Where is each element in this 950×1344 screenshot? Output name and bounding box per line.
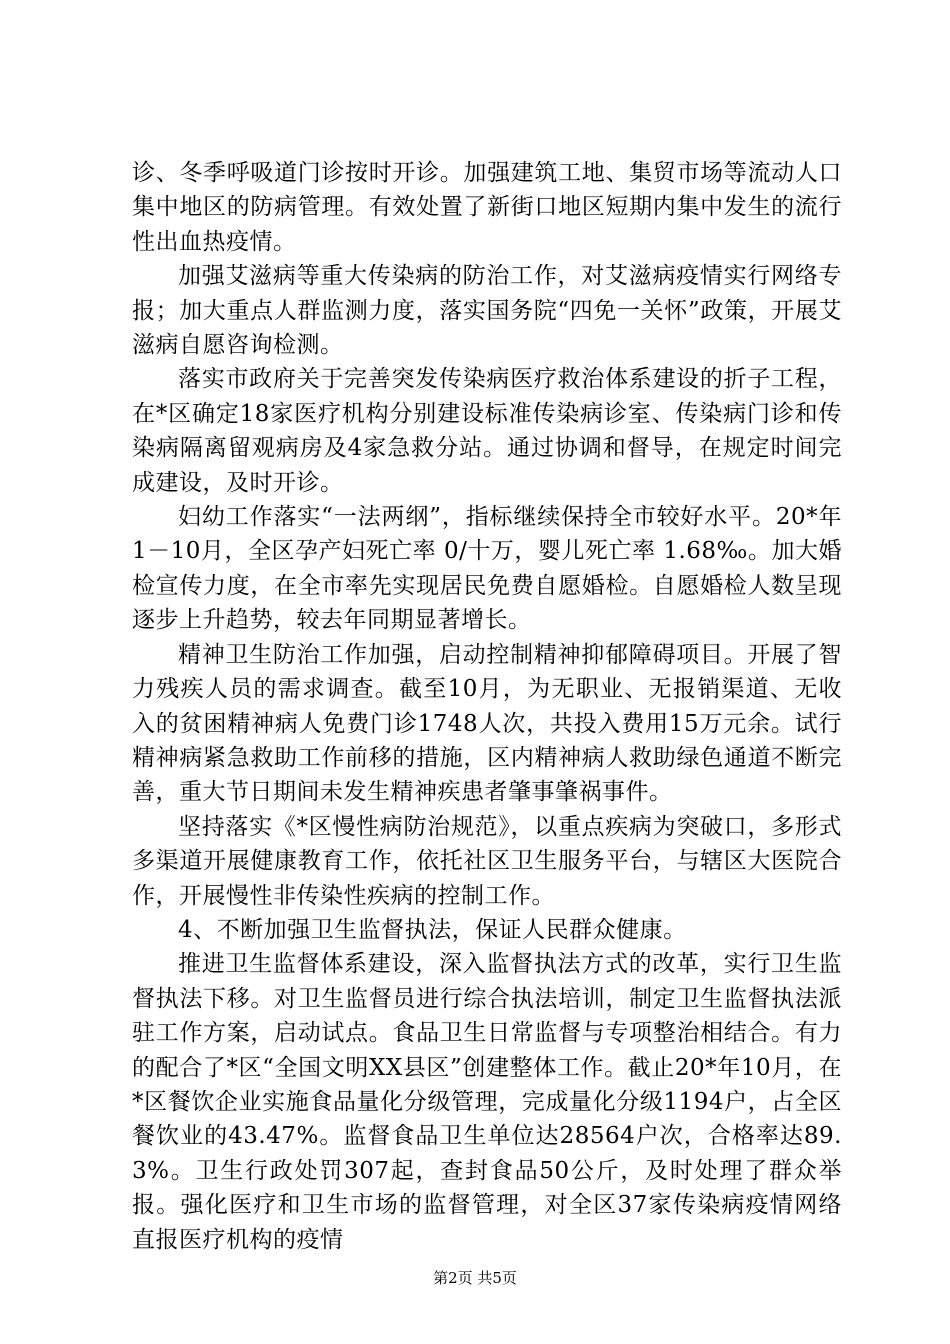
- page-footer: 第2页 共5页: [433, 1269, 517, 1287]
- paragraph-8: 推进卫生监督体系建设，深入监督执法方式的改革，实行卫生监督执法下移。对卫生监督员进行综合执法培训，制定卫生监督执法派驻工作方案，启动试点。食品卫生日常监督与专项整治相结合。有力的配合了*区“全国文明XX县区”创建整体工作。截止20*年10月，在*区餐饮企业实施食品量化分级管理，完成量化分级1194户，占全区餐饮业的43.47%。监督食品卫生单位达28564户次，合格率达89.3%。卫生行政处罚307起，查封食品50公斤，及时处理了群众举报。强化医疗和卫生市场的监督管理，对全区37家传染病疫情网络直报医疗机构的疫情: [132, 951, 842, 1253]
- document-body: [132, 156, 842, 1257]
- paragraph-2: 加强艾滋病等重大传染病的防治工作，对艾滋病疫情实行网络专报；加大重点人群监测力度，落实国务院“四免一关怀”政策，开展艾滋病自愿咨询检测。: [132, 263, 842, 359]
- paragraph-6: 坚持落实《*区慢性病防治规范》，以重点疾病为突破口，多形式多渠道开展健康教育工作，依托社区卫生服务平台，与辖区大医院合作，开展慢性非传染性疾病的控制工作。: [132, 813, 842, 909]
- section-heading-4: 4、不断加强卫生监督执法，保证人民群众健康。: [178, 916, 687, 943]
- paragraph-3: 落实市政府关于完善突发传染病医疗救治体系建设的折子工程，在*区确定18家医疗机构分别建设标准传染病诊室、传染病门诊和传染病隔离留观病房及4家急救分站。通过协调和督导，在规定时间完成建设，及时开诊。: [132, 366, 842, 496]
- paragraph-4: 妇幼工作落实“一法两纲”，指标继续保持全市较好水平。20*年 1－10月，全区孕产妇死亡率 0/十万，婴儿死亡率 1.68‰。加大婚检宣传力度，在全市率先实现居民免费自愿婚检。自愿婚检人数呈现逐步上升趋势，较去年同期显著增长。: [132, 504, 842, 634]
- paragraph-5: 精神卫生防治工作加强，启动控制精神抑郁障碍项目。开展了智力残疾人员的需求调查。截至10月，为无职业、无报销渠道、无收入的贫困精神病人免费门诊1748人次，共投入费用15万元余。试行精神病紧急救助工作前移的措施，区内精神病人救助绿色通道不断完善，重大节日期间未发生精神疾患者肇事肇祸事件。: [132, 641, 842, 806]
- paragraph-1: 诊、冬季呼吸道门诊按时开诊。加强建筑工地、集贸市场等流动人口集中地区的防病管理。有效处置了新街口地区短期内集中发生的流行性出血热疫情。: [132, 160, 842, 255]
